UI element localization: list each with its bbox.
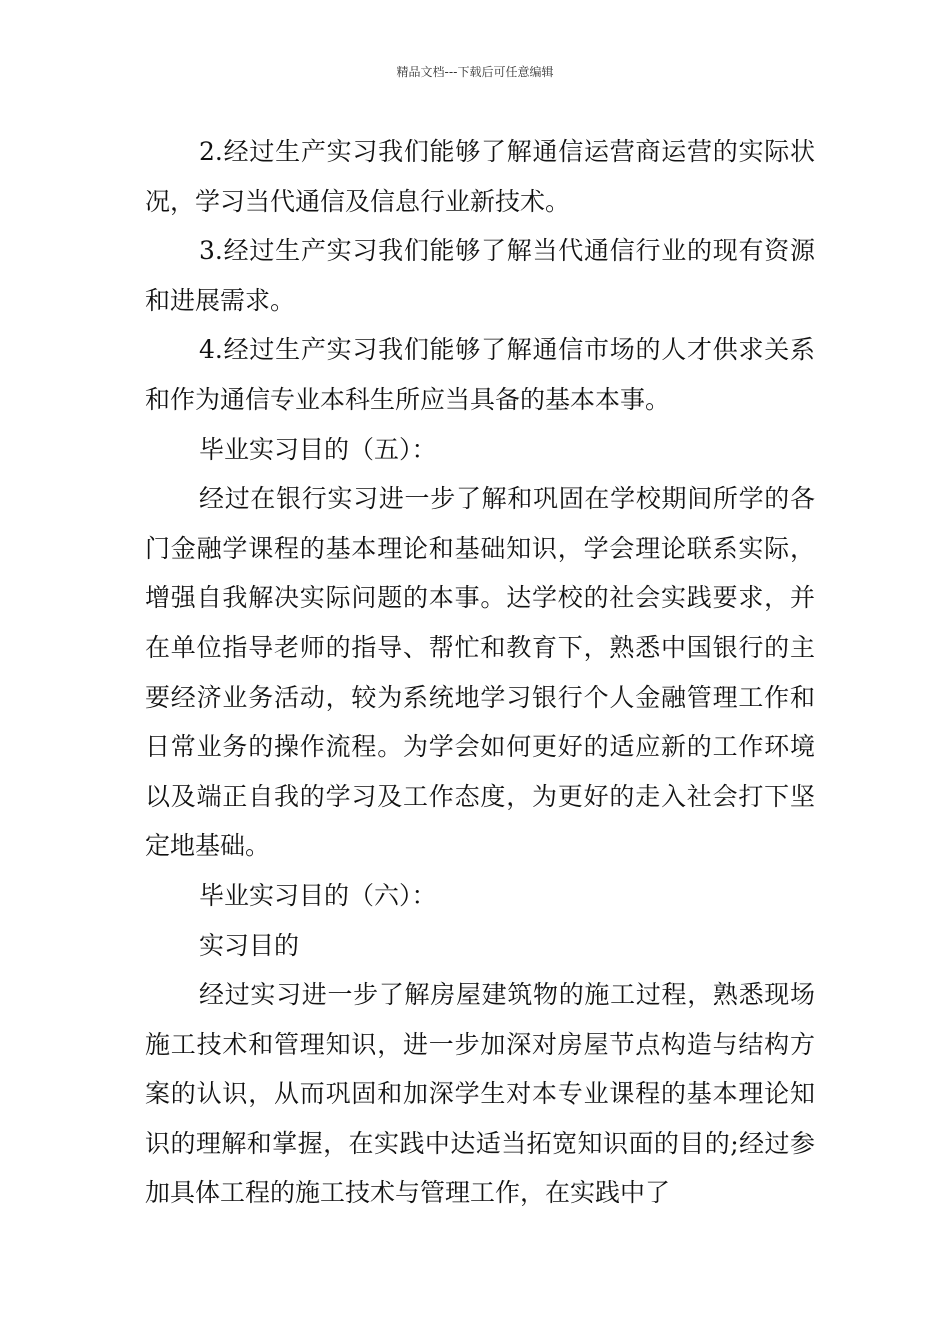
paragraph-construction-internship: 经过实习进一步了解房屋建筑物的施工过程，熟悉现场施工技术和管理知识，进一步加深对房屋节点构造与结构方案的认识，从而巩固和加深学生对本专业课程的基本理论知识的理解和掌握，在实践中达适当拓宽知识面的目的;经过参加具体工程的施工技术与管理工作，在实践中了 [145, 980, 815, 1208]
paragraph-item-4: 4.经过生产实习我们能够了解通信市场的人才供求关系和作为通信专业本科生所应当具备的基本本事。 [145, 335, 815, 414]
section-heading-6: 毕业实习目的（六）： [199, 880, 437, 910]
section-heading-5: 毕业实习目的（五）： [199, 434, 437, 464]
paragraph-bank-internship: 经过在银行实习进一步了解和巩固在学校期间所学的各门金融学课程的基本理论和基础知识，学会理论联系实际，增强自我解决实际问题的本事。达学校的社会实践要求，并在单位指导老师的指导、帮忙和教育下，熟悉中国银行的主要经济业务活动，较为系统地学习银行个人金融管理工作和日常业务的操作流程。为学会如何更好的适应新的工作环境以及端正自我的学习及工作态度，为更好的走入社会打下坚定地基础。 [145, 484, 815, 861]
paragraph-item-3: 3.经过生产实习我们能够了解当代通信行业的现有资源和进展需求。 [145, 236, 815, 315]
page-header: 精品文档---下载后可任意编辑 [396, 65, 554, 79]
document-body [145, 127, 815, 1218]
subheading-internship-purpose: 实习目的 [199, 930, 300, 960]
paragraph-item-2: 2.经过生产实习我们能够了解通信运营商运营的实际状况，学习当代通信及信息行业新技术。 [145, 137, 815, 216]
